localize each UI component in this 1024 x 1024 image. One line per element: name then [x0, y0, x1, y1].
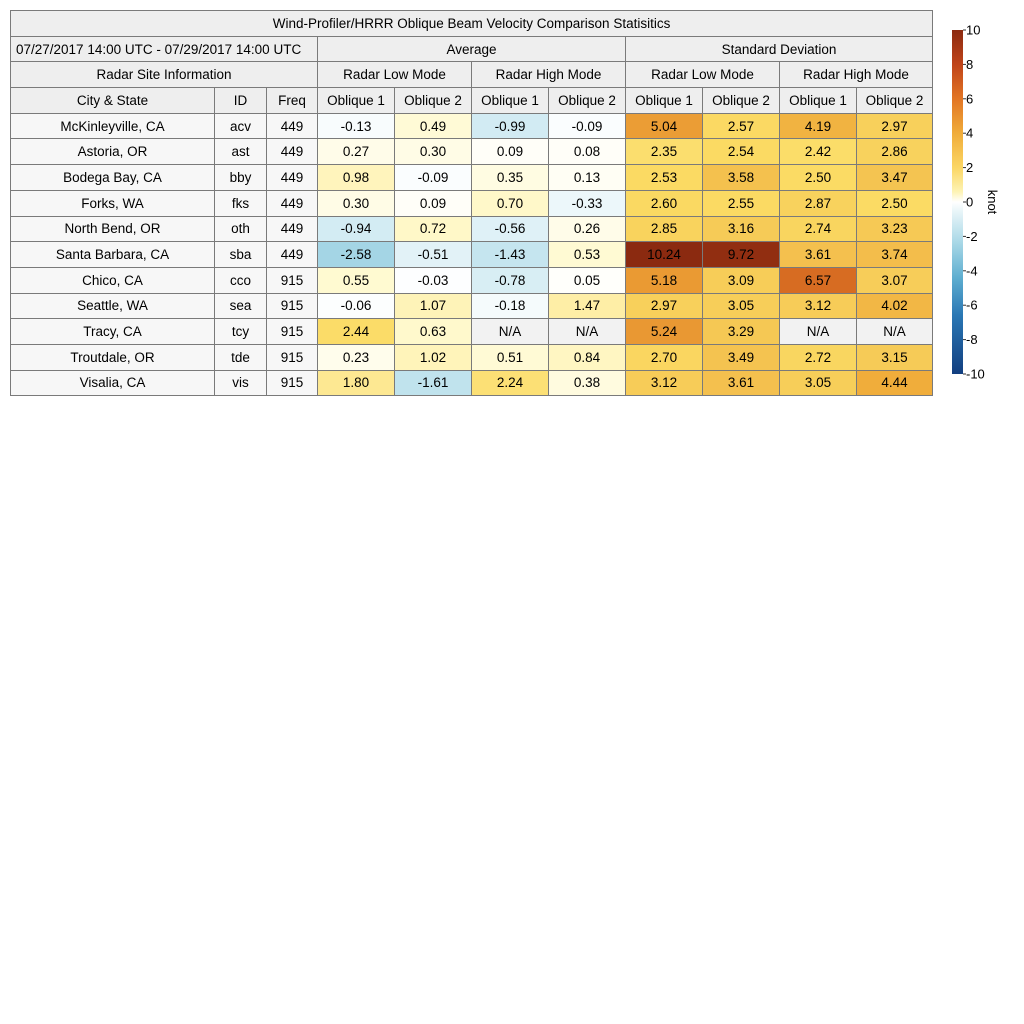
column-header: Oblique 1: [472, 88, 549, 114]
value-cell-avg-high-oblique2: 0.05: [549, 267, 626, 293]
table-body: [11, 11, 933, 396]
site-id-cell: fks: [215, 190, 267, 216]
table-row: [11, 139, 933, 165]
colorbar-tick-label: 4: [966, 125, 974, 141]
freq-cell: 449: [267, 242, 318, 268]
value-cell-std-high-oblique1: 3.12: [780, 293, 857, 319]
city-cell: Chico, CA: [11, 267, 215, 293]
value-cell-std-high-oblique2: 4.02: [857, 293, 933, 319]
value-cell-avg-low-oblique2: 1.02: [395, 344, 472, 370]
value-cell-std-high-oblique1: 2.50: [780, 165, 857, 191]
column-header: Oblique 1: [780, 88, 857, 114]
value-cell-avg-low-oblique1: 0.27: [318, 139, 395, 165]
value-cell-avg-low-oblique1: 0.55: [318, 267, 395, 293]
value-cell-avg-low-oblique1: -0.13: [318, 113, 395, 139]
value-cell-avg-high-oblique2: 0.84: [549, 344, 626, 370]
value-cell-std-high-oblique1: 2.72: [780, 344, 857, 370]
value-cell-std-high-oblique2: 2.86: [857, 139, 933, 165]
value-cell-std-low-oblique2: 3.58: [703, 165, 780, 191]
value-cell-avg-low-oblique2: 0.63: [395, 319, 472, 345]
column-header: Oblique 2: [857, 88, 933, 114]
value-cell-std-low-oblique2: 3.61: [703, 370, 780, 396]
colorbar-gradient: [952, 30, 963, 374]
value-cell-std-high-oblique1: 3.61: [780, 242, 857, 268]
value-cell-std-low-oblique1: 10.24: [626, 242, 703, 268]
value-cell-std-low-oblique1: 2.53: [626, 165, 703, 191]
site-id-cell: bby: [215, 165, 267, 191]
table-row: [11, 242, 933, 268]
average-header: Average: [318, 36, 626, 62]
colorbar-tick-label: 6: [966, 91, 974, 107]
value-cell-std-low-oblique2: 2.57: [703, 113, 780, 139]
city-cell: Tracy, CA: [11, 319, 215, 345]
value-cell-std-low-oblique1: 5.04: [626, 113, 703, 139]
value-cell-std-high-oblique2: 3.15: [857, 344, 933, 370]
value-cell-std-high-oblique1: N/A: [780, 319, 857, 345]
value-cell-avg-high-oblique2: N/A: [549, 319, 626, 345]
site-id-cell: ast: [215, 139, 267, 165]
freq-cell: 915: [267, 319, 318, 345]
value-cell-avg-low-oblique2: -1.61: [395, 370, 472, 396]
city-cell: Astoria, OR: [11, 139, 215, 165]
value-cell-avg-high-oblique1: 0.51: [472, 344, 549, 370]
value-cell-std-high-oblique1: 2.87: [780, 190, 857, 216]
table-row: [11, 319, 933, 345]
value-cell-std-high-oblique1: 2.42: [780, 139, 857, 165]
table-row: [11, 267, 933, 293]
value-cell-std-high-oblique2: 2.97: [857, 113, 933, 139]
city-cell: Santa Barbara, CA: [11, 242, 215, 268]
value-cell-std-low-oblique1: 5.18: [626, 267, 703, 293]
avg-high-mode-header: Radar High Mode: [472, 62, 626, 88]
value-cell-std-high-oblique1: 2.74: [780, 216, 857, 242]
city-cell: North Bend, OR: [11, 216, 215, 242]
colorbar-tick-label: -8: [966, 332, 978, 348]
colorbar-tick-label: -4: [966, 263, 978, 279]
colorbar-tick-label: 8: [966, 56, 974, 72]
column-header: Freq: [267, 88, 318, 114]
value-cell-std-low-oblique1: 2.97: [626, 293, 703, 319]
value-cell-avg-low-oblique1: -2.58: [318, 242, 395, 268]
value-cell-avg-low-oblique1: -0.06: [318, 293, 395, 319]
value-cell-avg-low-oblique1: 1.80: [318, 370, 395, 396]
city-cell: Bodega Bay, CA: [11, 165, 215, 191]
table-row: [11, 293, 933, 319]
freq-cell: 449: [267, 216, 318, 242]
value-cell-avg-low-oblique1: 2.44: [318, 319, 395, 345]
city-cell: Forks, WA: [11, 190, 215, 216]
freq-cell: 449: [267, 113, 318, 139]
std-dev-header: Standard Deviation: [626, 36, 933, 62]
table-row: [11, 113, 933, 139]
colorbar-label: knot: [985, 189, 1000, 215]
column-header: City & State: [11, 88, 215, 114]
value-cell-avg-low-oblique2: 0.30: [395, 139, 472, 165]
mode-header-row: [11, 62, 933, 88]
value-cell-avg-high-oblique1: 2.24: [472, 370, 549, 396]
colorbar-tick-label: -6: [966, 297, 978, 313]
freq-cell: 915: [267, 344, 318, 370]
table-title: Wind-Profiler/HRRR Oblique Beam Velocity Comparison Statisitics: [11, 11, 933, 37]
colorbar-tick-label: 0: [966, 194, 974, 210]
colorbar-tick-label: 2: [966, 160, 974, 176]
table-row: [11, 370, 933, 396]
value-cell-avg-high-oblique1: -0.18: [472, 293, 549, 319]
value-cell-std-high-oblique2: 4.44: [857, 370, 933, 396]
value-cell-avg-high-oblique1: -0.99: [472, 113, 549, 139]
value-cell-std-high-oblique2: 3.74: [857, 242, 933, 268]
column-header: Oblique 1: [318, 88, 395, 114]
table-row: [11, 216, 933, 242]
std-low-mode-header: Radar Low Mode: [626, 62, 780, 88]
value-cell-avg-high-oblique2: -0.33: [549, 190, 626, 216]
value-cell-avg-low-oblique1: 0.23: [318, 344, 395, 370]
value-cell-std-low-oblique2: 2.54: [703, 139, 780, 165]
value-cell-avg-low-oblique1: -0.94: [318, 216, 395, 242]
city-cell: Visalia, CA: [11, 370, 215, 396]
value-cell-std-low-oblique1: 3.12: [626, 370, 703, 396]
value-cell-std-high-oblique2: 2.50: [857, 190, 933, 216]
site-id-cell: sea: [215, 293, 267, 319]
site-id-cell: oth: [215, 216, 267, 242]
stats-table: [10, 10, 933, 396]
value-cell-std-high-oblique2: 3.47: [857, 165, 933, 191]
site-id-cell: tcy: [215, 319, 267, 345]
colorbar-ticks: [963, 23, 985, 382]
value-cell-std-low-oblique2: 9.72: [703, 242, 780, 268]
value-cell-avg-high-oblique2: 0.26: [549, 216, 626, 242]
freq-cell: 449: [267, 165, 318, 191]
value-cell-avg-high-oblique1: -0.78: [472, 267, 549, 293]
value-cell-std-high-oblique1: 4.19: [780, 113, 857, 139]
value-cell-std-low-oblique1: 5.24: [626, 319, 703, 345]
value-cell-avg-low-oblique2: -0.09: [395, 165, 472, 191]
value-cell-avg-low-oblique2: 1.07: [395, 293, 472, 319]
site-info-header: Radar Site Information: [11, 62, 318, 88]
column-header: Oblique 2: [395, 88, 472, 114]
value-cell-std-low-oblique2: 2.55: [703, 190, 780, 216]
column-header: Oblique 2: [703, 88, 780, 114]
value-cell-avg-low-oblique1: 0.30: [318, 190, 395, 216]
site-id-cell: tde: [215, 344, 267, 370]
colorbar: [940, 20, 1020, 390]
city-cell: Troutdale, OR: [11, 344, 215, 370]
table-row: [11, 165, 933, 191]
freq-cell: 915: [267, 293, 318, 319]
table-row: [11, 344, 933, 370]
value-cell-avg-high-oblique1: 0.35: [472, 165, 549, 191]
date-range: 07/27/2017 14:00 UTC - 07/29/2017 14:00 UTC: [11, 36, 318, 62]
value-cell-avg-high-oblique2: 1.47: [549, 293, 626, 319]
value-cell-avg-low-oblique2: 0.72: [395, 216, 472, 242]
value-cell-avg-low-oblique1: 0.98: [318, 165, 395, 191]
value-cell-avg-low-oblique2: -0.03: [395, 267, 472, 293]
title-row: [11, 11, 933, 37]
value-cell-std-low-oblique2: 3.16: [703, 216, 780, 242]
value-cell-std-low-oblique2: 3.29: [703, 319, 780, 345]
city-cell: McKinleyville, CA: [11, 113, 215, 139]
site-id-cell: acv: [215, 113, 267, 139]
value-cell-avg-high-oblique2: 0.53: [549, 242, 626, 268]
value-cell-avg-low-oblique2: 0.09: [395, 190, 472, 216]
site-id-cell: vis: [215, 370, 267, 396]
freq-cell: 449: [267, 139, 318, 165]
freq-cell: 449: [267, 190, 318, 216]
value-cell-std-high-oblique1: 3.05: [780, 370, 857, 396]
avg-low-mode-header: Radar Low Mode: [318, 62, 472, 88]
value-cell-avg-low-oblique2: 0.49: [395, 113, 472, 139]
colorbar-tick-label: 10: [966, 22, 981, 38]
column-header: ID: [215, 88, 267, 114]
freq-cell: 915: [267, 267, 318, 293]
colorbar-tick-label: -10: [966, 366, 985, 382]
value-cell-std-low-oblique1: 2.70: [626, 344, 703, 370]
site-id-cell: cco: [215, 267, 267, 293]
value-cell-avg-low-oblique2: -0.51: [395, 242, 472, 268]
value-cell-std-high-oblique1: 6.57: [780, 267, 857, 293]
city-cell: Seattle, WA: [11, 293, 215, 319]
column-header: Oblique 2: [549, 88, 626, 114]
column-header-row: [11, 88, 933, 114]
freq-cell: 915: [267, 370, 318, 396]
value-cell-avg-high-oblique2: 0.38: [549, 370, 626, 396]
value-cell-avg-high-oblique1: -1.43: [472, 242, 549, 268]
value-cell-avg-high-oblique2: 0.13: [549, 165, 626, 191]
colorbar-tick-label: -2: [966, 228, 978, 244]
value-cell-std-low-oblique2: 3.09: [703, 267, 780, 293]
value-cell-avg-high-oblique2: 0.08: [549, 139, 626, 165]
value-cell-std-high-oblique2: N/A: [857, 319, 933, 345]
value-cell-avg-high-oblique2: -0.09: [549, 113, 626, 139]
table-row: [11, 190, 933, 216]
value-cell-avg-high-oblique1: N/A: [472, 319, 549, 345]
value-cell-std-high-oblique2: 3.23: [857, 216, 933, 242]
value-cell-std-low-oblique1: 2.85: [626, 216, 703, 242]
value-cell-avg-high-oblique1: -0.56: [472, 216, 549, 242]
value-cell-std-high-oblique2: 3.07: [857, 267, 933, 293]
value-cell-std-low-oblique2: 3.05: [703, 293, 780, 319]
value-cell-std-low-oblique1: 2.60: [626, 190, 703, 216]
std-high-mode-header: Radar High Mode: [780, 62, 933, 88]
value-cell-avg-high-oblique1: 0.09: [472, 139, 549, 165]
value-cell-std-low-oblique1: 2.35: [626, 139, 703, 165]
group-header-row: [11, 36, 933, 62]
site-id-cell: sba: [215, 242, 267, 268]
value-cell-avg-high-oblique1: 0.70: [472, 190, 549, 216]
value-cell-std-low-oblique2: 3.49: [703, 344, 780, 370]
column-header: Oblique 1: [626, 88, 703, 114]
